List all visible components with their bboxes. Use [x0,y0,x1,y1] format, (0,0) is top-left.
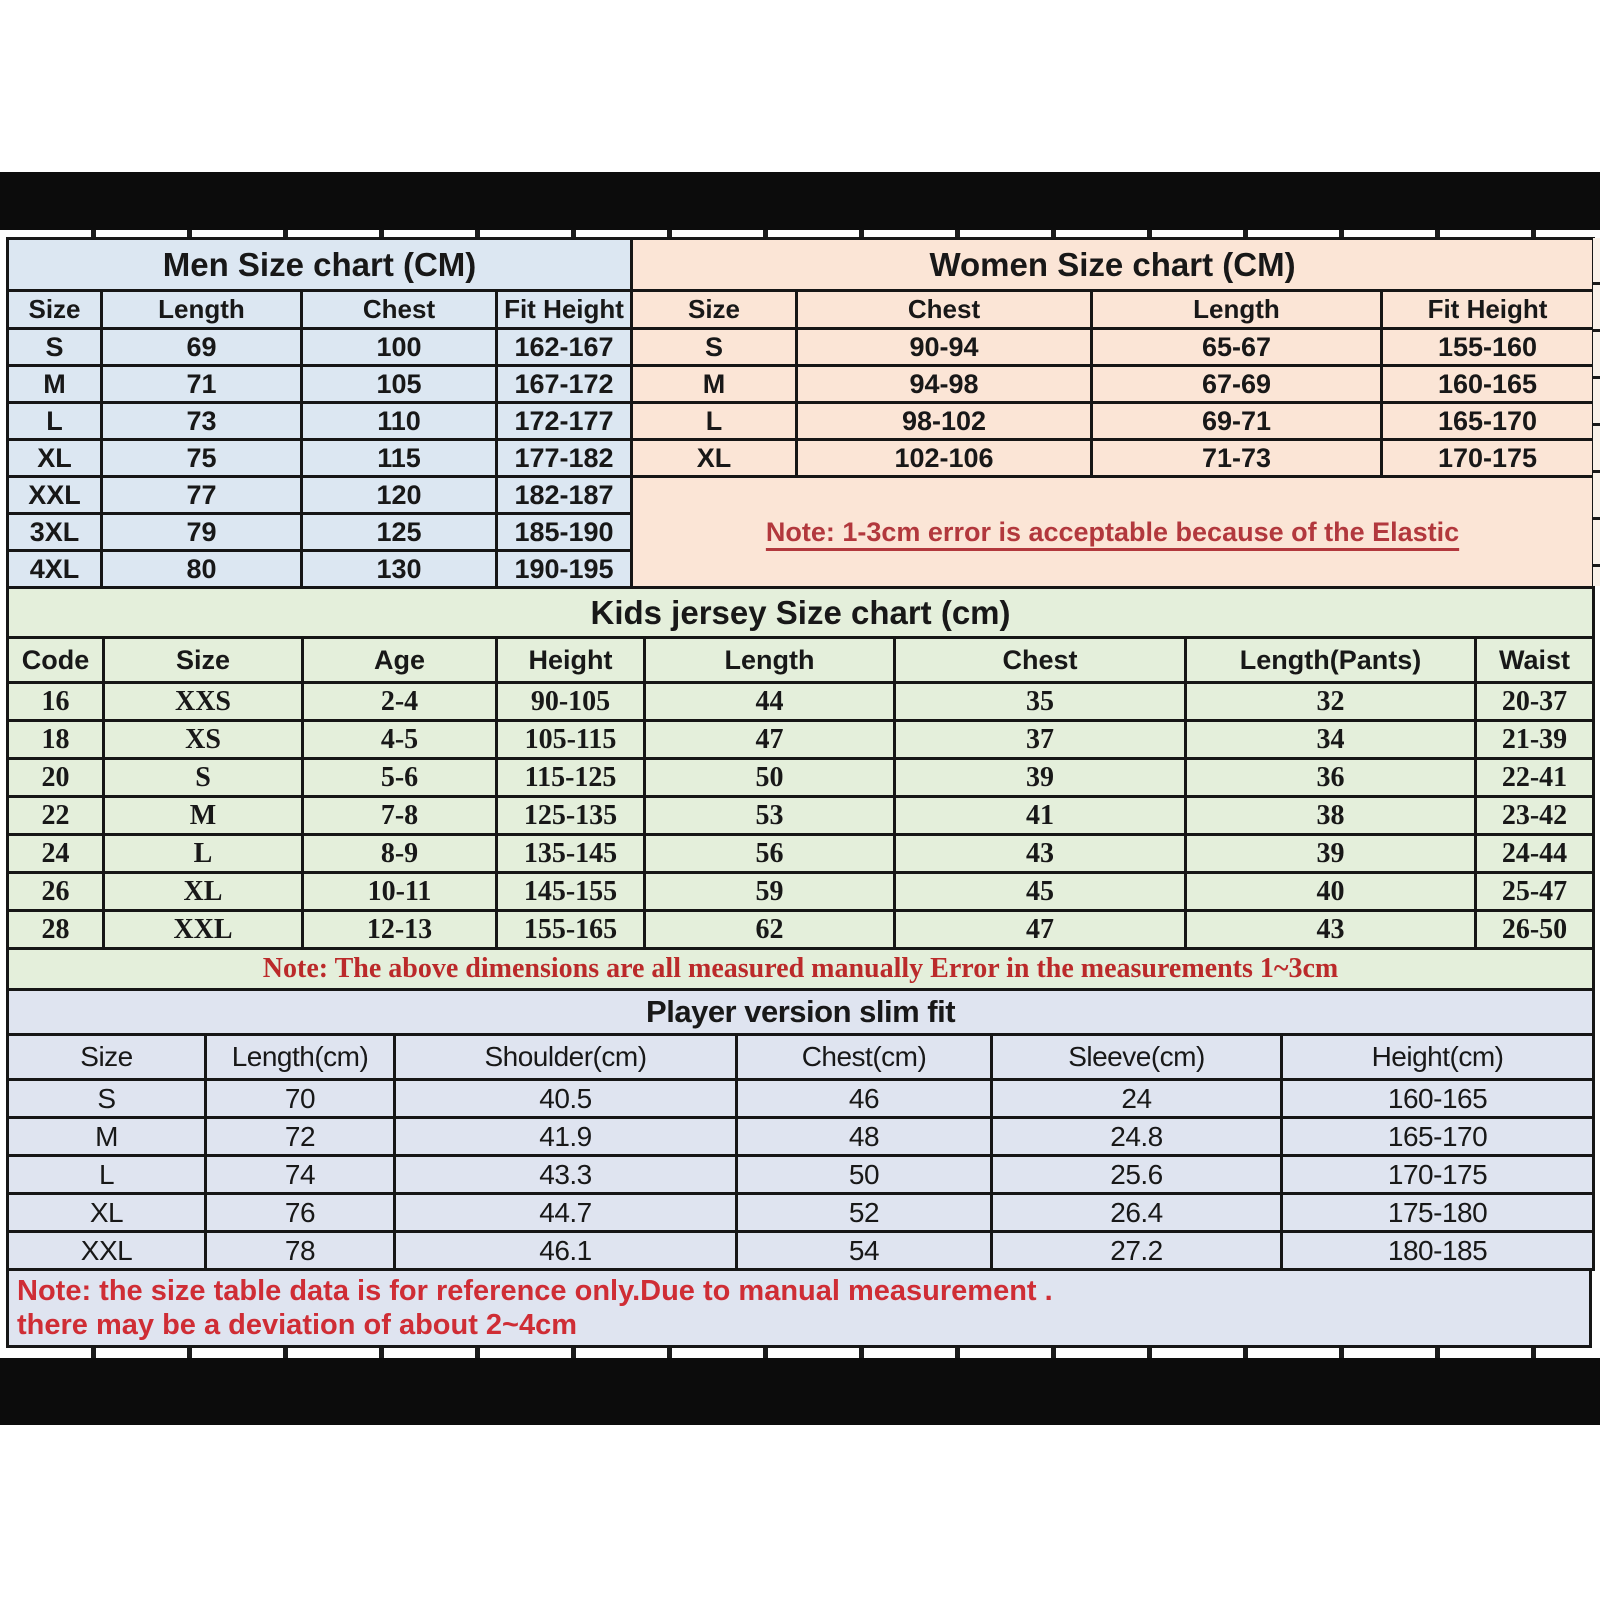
cell: 115 [302,440,497,477]
table-row [8,440,632,477]
cell: 69-71 [1092,403,1382,440]
cell: S [8,329,102,366]
cell: XS [104,721,303,759]
table-row [8,1232,1594,1270]
table-row [8,329,632,366]
cell: 22 [8,797,104,835]
cell: 175-180 [1282,1194,1594,1232]
cell: 70 [206,1080,395,1118]
cell: 125-135 [497,797,645,835]
cell: 28 [8,911,104,949]
table-row [8,721,1594,759]
cell: S [632,329,797,366]
cell: 21-39 [1476,721,1594,759]
cell: 22-41 [1476,759,1594,797]
cell: 40.5 [395,1080,737,1118]
column-header: Length [102,291,302,329]
table-row [8,588,1594,638]
table-row [632,291,1594,329]
column-header: Length(cm) [206,1035,395,1080]
cell: 26-50 [1476,911,1594,949]
table-row [8,514,632,551]
cell: 32 [1186,683,1476,721]
cell: 8-9 [303,835,497,873]
cell: 100 [302,329,497,366]
cell: M [104,797,303,835]
cell: 27.2 [992,1232,1282,1270]
cell: 40 [1186,873,1476,911]
cell: 41.9 [395,1118,737,1156]
player-version-table [6,988,1595,1271]
cell: 105 [302,366,497,403]
cell: 50 [737,1156,992,1194]
cell: 24 [8,835,104,873]
cell: 170-175 [1282,1156,1594,1194]
footer-note-line2: there may be a deviation of about 2~4cm [17,1309,578,1341]
cell: 155-160 [1382,329,1594,366]
cell: 115-125 [497,759,645,797]
cell: XXL [8,1232,206,1270]
cell: S [104,759,303,797]
table-row [8,949,1594,990]
column-header: Size [104,638,303,683]
column-header: Fit Height [497,291,632,329]
cell: 125 [302,514,497,551]
table-row [632,403,1594,440]
cell: L [8,1156,206,1194]
cell: 62 [645,911,895,949]
column-header: Length(Pants) [1186,638,1476,683]
cell: 34 [1186,721,1476,759]
cell: 2-4 [303,683,497,721]
kids-measurement-note: Note: The above dimensions are all measured manually Error in the measurements 1~3cm [8,949,1594,990]
cell: 75 [102,440,302,477]
cell: 73 [102,403,302,440]
cell: L [104,835,303,873]
cell: 165-170 [1382,403,1594,440]
cell: 45 [895,873,1186,911]
cell: 67-69 [1092,366,1382,403]
cell: 77 [102,477,302,514]
cell: XXL [8,477,102,514]
women-table-title: Women Size chart (CM) [632,239,1594,291]
cell: 20 [8,759,104,797]
cell: 5-6 [303,759,497,797]
women-elastic-note-text: Note: 1-3cm error is acceptable because of the Elastic [765,516,1460,547]
cell: 24 [992,1080,1282,1118]
table-row [632,239,1594,291]
cell: 48 [737,1118,992,1156]
cell: 26 [8,873,104,911]
cell: XXL [104,911,303,949]
table-row [8,638,1594,683]
cell: 50 [645,759,895,797]
column-header: Height [497,638,645,683]
table-row [8,835,1594,873]
cell: 80 [102,551,302,588]
column-header: Shoulder(cm) [395,1035,737,1080]
cell: 90-94 [797,329,1092,366]
cell: 130 [302,551,497,588]
men-table-title: Men Size chart (CM) [8,239,632,291]
cell: 170-175 [1382,440,1594,477]
cell: 182-187 [497,477,632,514]
cell: 160-165 [1282,1080,1594,1118]
cell: 4-5 [303,721,497,759]
cell: 12-13 [303,911,497,949]
cell: 25.6 [992,1156,1282,1194]
table-row [632,477,1594,588]
table-row [632,366,1594,403]
cell: 53 [645,797,895,835]
table-row [8,477,632,514]
cell: M [8,1118,206,1156]
column-header: Code [8,638,104,683]
cell: 7-8 [303,797,497,835]
cell: 43.3 [395,1156,737,1194]
table-row [8,683,1594,721]
column-header: Chest [302,291,497,329]
bottom-row-sliver [0,1348,1600,1358]
cell: 23-42 [1476,797,1594,835]
cell: 145-155 [497,873,645,911]
cell: 110 [302,403,497,440]
column-header: Fit Height [1382,291,1594,329]
cell: XXS [104,683,303,721]
cell: 71 [102,366,302,403]
cell: 98-102 [797,403,1092,440]
cell: 172-177 [497,403,632,440]
cell: 79 [102,514,302,551]
table-row [8,797,1594,835]
cell: 59 [645,873,895,911]
cell: 160-165 [1382,366,1594,403]
women-size-table [630,237,1595,589]
men-size-table [6,237,633,589]
cell: 52 [737,1194,992,1232]
cell: 44 [645,683,895,721]
cell: 38 [1186,797,1476,835]
women-elastic-note [632,477,1594,588]
cell: 39 [1186,835,1476,873]
cell: M [8,366,102,403]
cell: 24-44 [1476,835,1594,873]
table-row [8,403,632,440]
table-row [8,239,632,291]
column-header: Size [8,291,102,329]
column-header: Age [303,638,497,683]
table-row [632,440,1594,477]
cell: 35 [895,683,1186,721]
table-row [8,873,1594,911]
column-header: Length [645,638,895,683]
column-header: Length [1092,291,1382,329]
kids-table-title: Kids jersey Size chart (cm) [8,588,1594,638]
column-header: Waist [1476,638,1594,683]
cell: 165-170 [1282,1118,1594,1156]
cell: 18 [8,721,104,759]
cell: 90-105 [497,683,645,721]
bottom-black-bar [0,1358,1600,1425]
cell: 177-182 [497,440,632,477]
cell: 155-165 [497,911,645,949]
cell: 94-98 [797,366,1092,403]
table-row [8,1118,1594,1156]
cell: 26.4 [992,1194,1282,1232]
table-row [8,759,1594,797]
cell: 46.1 [395,1232,737,1270]
right-column-sliver [1593,238,1600,586]
cell: 24.8 [992,1118,1282,1156]
cell: 185-190 [497,514,632,551]
cell: 162-167 [497,329,632,366]
cell: XL [8,440,102,477]
cell: 78 [206,1232,395,1270]
column-header: Chest [797,291,1092,329]
column-header: Sleeve(cm) [992,1035,1282,1080]
cell: 167-172 [497,366,632,403]
cell: 47 [645,721,895,759]
cell: 25-47 [1476,873,1594,911]
cell: 47 [895,911,1186,949]
cell: 76 [206,1194,395,1232]
cell: 71-73 [1092,440,1382,477]
cell: 120 [302,477,497,514]
cell: 41 [895,797,1186,835]
cell: 20-37 [1476,683,1594,721]
table-row [8,551,632,588]
table-row [8,1194,1594,1232]
column-header: Height(cm) [1282,1035,1594,1080]
cell: XL [8,1194,206,1232]
cell: L [8,403,102,440]
cell: 180-185 [1282,1232,1594,1270]
table-row [8,911,1594,949]
footer-reference-note [6,1268,1592,1348]
cell: 190-195 [497,551,632,588]
table-row [632,329,1594,366]
cell: L [632,403,797,440]
cell: 65-67 [1092,329,1382,366]
table-row [8,1035,1594,1080]
table-row [8,291,632,329]
table-row [8,1080,1594,1118]
cell: 4XL [8,551,102,588]
player-table-title: Player version slim fit [8,990,1594,1035]
cell: 3XL [8,514,102,551]
cell: 105-115 [497,721,645,759]
kids-size-table [6,586,1595,991]
cell: 46 [737,1080,992,1118]
cell: 56 [645,835,895,873]
cell: 36 [1186,759,1476,797]
table-row [8,990,1594,1035]
cell: M [632,366,797,403]
column-header: Size [8,1035,206,1080]
cell: 43 [895,835,1186,873]
cell: S [8,1080,206,1118]
cell: 39 [895,759,1186,797]
column-header: Chest(cm) [737,1035,992,1080]
cell: 135-145 [497,835,645,873]
cell: 43 [1186,911,1476,949]
cell: 10-11 [303,873,497,911]
table-row [8,1156,1594,1194]
cell: XL [632,440,797,477]
top-black-bar [0,172,1600,230]
table-row [8,366,632,403]
footer-note-line1: Note: the size table data is for reference only.Due to manual measurement . [17,1275,1053,1307]
column-header: Chest [895,638,1186,683]
cell: 44.7 [395,1194,737,1232]
column-header: Size [632,291,797,329]
cell: XL [104,873,303,911]
cell: 102-106 [797,440,1092,477]
cell: 69 [102,329,302,366]
cell: 16 [8,683,104,721]
cell: 37 [895,721,1186,759]
cell: 72 [206,1118,395,1156]
cell: 74 [206,1156,395,1194]
cell: 54 [737,1232,992,1270]
